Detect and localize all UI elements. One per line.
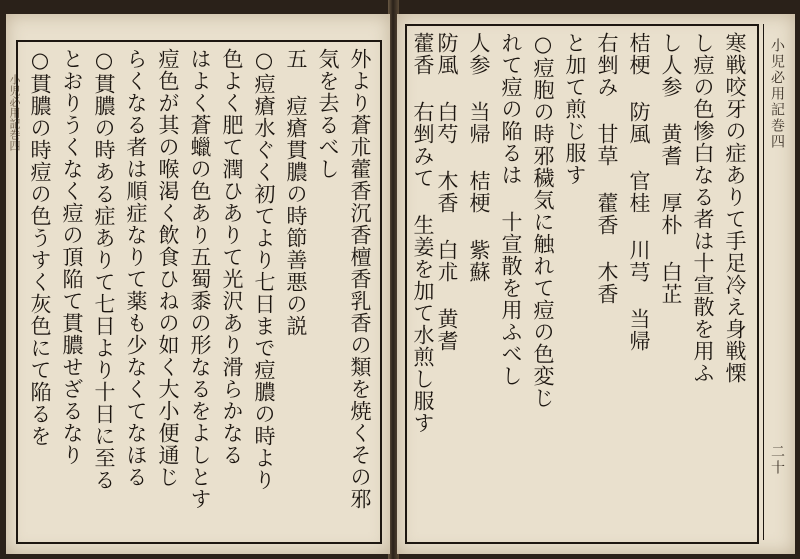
prescription-column: 右剉み 甘草 藿香 木香: [595, 32, 619, 305]
prescription-column: 桔梗 防風 官桂 川芎 当帰: [627, 32, 651, 352]
text-column: 痘色が其の喉渇く飲食ひねの如く大小便通じ: [156, 48, 180, 488]
prescription-column: 人参 当帰 桔梗 紫蘇: [467, 32, 491, 283]
right-margin-strip: [763, 24, 786, 540]
text-column: れて痘の陥るは 十宣散を用ふべし: [499, 32, 523, 387]
text-column: とおりうくなく痘の頂陥て貫膿せざるなり: [60, 48, 84, 466]
left-page-edge-title: 小児必用記巻四: [8, 74, 21, 151]
left-page: [6, 14, 390, 554]
prescription-column: し人参 黄耆 厚朴 白芷: [659, 32, 683, 305]
right-page: [397, 14, 795, 554]
text-column: はよく蒼蠟の色あり五蜀黍の形なるをよしとす: [188, 48, 212, 510]
text-column: と加て煎じ服す: [563, 32, 587, 186]
text-column: 外より蒼朮藿香沉香檀香乳香の類を焼くその邪: [348, 48, 372, 510]
folio-number: 二十: [769, 444, 785, 476]
text-column: ○痘瘡水ぐく初てより七日まで痘膿の時より: [252, 48, 276, 491]
prescription-column: 藿香 右剉みて 生姜を加て水煎し服す: [411, 32, 435, 434]
running-title: 小児必用記巻四: [769, 38, 785, 150]
text-column: ○貫膿の時ある症ありて七日より十日に至る: [92, 48, 116, 491]
section-heading: 五 痘瘡貫膿の時節善悪の説: [284, 48, 308, 337]
text-column: 気を去るべし: [316, 48, 340, 180]
text-column: らくなる者は順症なりて薬も少なくてなほる: [124, 48, 148, 488]
text-column: し痘の色惨白なる者は十宣散を用ふ: [691, 32, 715, 384]
prescription-column: 防風 白芍 木香 白朮 黄耆: [435, 32, 459, 352]
left-text-frame: [16, 40, 382, 544]
text-column: ○痘胞の時邪穢気に触れて痘の色変じ: [531, 32, 555, 409]
right-text-frame: [405, 24, 759, 544]
text-column: 寒戦咬牙の症ありて手足冷え身戦慄: [723, 32, 747, 384]
text-column: ○貫膿の時痘の色うすく灰色にて陥るを: [28, 48, 52, 447]
text-column: 色よく肥て潤ひありて光沢あり滑らかなる: [220, 48, 244, 466]
